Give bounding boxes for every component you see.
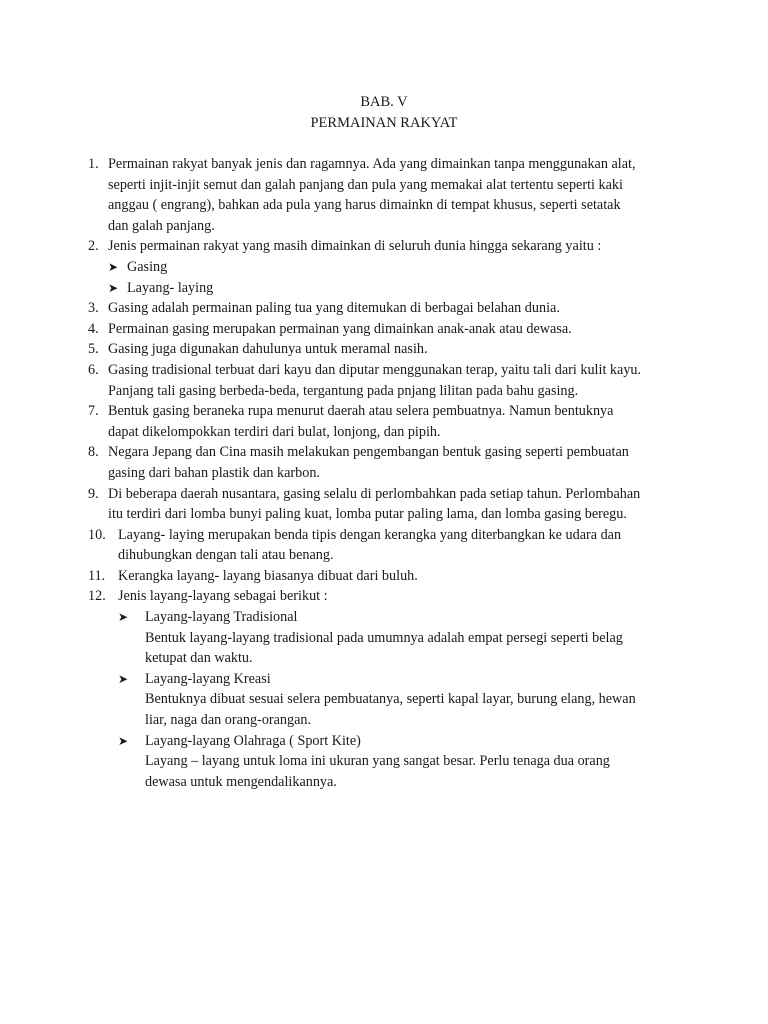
- item-number: 8.: [88, 444, 99, 461]
- item-number: 3.: [88, 300, 99, 317]
- kite-type-item: [118, 669, 680, 731]
- list-item: [0, 154, 768, 236]
- item-number: 4.: [88, 320, 99, 337]
- kite-type-description-line: Bentuknya dibuat sesuai selera pembuatanya, seperti kapal layar, burung elang, hewan: [145, 691, 636, 708]
- arrowhead-bullet-icon: ➤: [118, 671, 129, 686]
- item-number: 12.: [88, 588, 106, 605]
- list-item: [0, 339, 768, 360]
- item-text-line: itu terdiri dari lomba bunyi paling kuat, lomba putar paling lama, dan lomba gasing beregu.: [108, 506, 627, 523]
- chapter-subtitle: PERMAINAN RAKYAT: [310, 115, 458, 131]
- list-item: [0, 586, 768, 792]
- kite-type-item: [118, 731, 680, 793]
- item-text-line: Permainan gasing merupakan permainan yang dimainkan anak-anak atau dewasa.: [108, 320, 572, 337]
- list-item: [0, 298, 768, 319]
- item-number: 10.: [88, 526, 106, 543]
- kite-type-description-line: Layang – layang untuk loma ini ukuran yang sangat besar. Perlu tenaga dua orang: [145, 753, 610, 770]
- item-text-line: seperti injit-injit semut dan galah panjang dan pula yang memakai alat tertentu seperti kaki: [108, 176, 623, 193]
- item-text-line: Negara Jepang dan Cina masih melakukan pengembangan bentuk gasing seperti pembuatan: [108, 444, 629, 461]
- list-item: [0, 566, 768, 587]
- item-text-line: dan galah panjang.: [108, 217, 215, 234]
- kite-type-description-line: liar, naga dan orang-orangan.: [145, 712, 312, 729]
- kite-type-title: Layang-layang Olahraga ( Sport Kite): [145, 732, 361, 749]
- arrowhead-bullet-icon: ➤: [118, 733, 129, 748]
- numbered-list: [0, 154, 768, 792]
- kite-type-description-line: ketupat dan waktu.: [145, 650, 253, 667]
- item-text-line: dihubungkan dengan tali atau benang.: [118, 547, 334, 564]
- item-text-line: Gasing juga digunakan dahulunya untuk meramal nasih.: [108, 341, 428, 358]
- item-number: 2.: [88, 238, 99, 255]
- list-item: [0, 236, 768, 298]
- item-text-line: Di beberapa daerah nusantara, gasing selalu di perlombahkan pada setiap tahun. Perlombahan: [108, 485, 641, 502]
- list-item: [0, 442, 768, 483]
- item-text-line: Kerangka layang- layang biasanya dibuat dari buluh.: [118, 567, 418, 584]
- chapter-title: BAB. V: [360, 94, 408, 110]
- bullet-item: [108, 257, 680, 278]
- item-text-line: gasing dari bahan plastik dan karbon.: [108, 464, 320, 481]
- kite-type-title: Layang-layang Kreasi: [145, 670, 271, 687]
- item-text-line: anggau ( engrang), bahkan ada pula yang harus dimainkn di tempat khusus, seperti setatak: [108, 197, 621, 214]
- list-item: [0, 525, 768, 566]
- item-text-line: Gasing adalah permainan paling tua yang ditemukan di berbagai belahan dunia.: [108, 300, 560, 317]
- item-number: 11.: [88, 567, 106, 584]
- list-item: [0, 484, 768, 525]
- list-item: [0, 401, 768, 442]
- list-item: [0, 319, 768, 340]
- item-text-line: Jenis permainan rakyat yang masih dimainkan di seluruh dunia hingga sekarang yaitu :: [108, 238, 602, 255]
- item-number: 7.: [88, 403, 99, 420]
- list-item: [0, 360, 768, 401]
- item-text-line: Gasing tradisional terbuat dari kayu dan diputar menggunakan terap, yaitu tali dari kulit kayu.: [108, 361, 642, 378]
- item-text-line: Panjang tali gasing berbeda-beda, tergantung pada pnjang lilitan pada bahu gasing.: [108, 382, 579, 399]
- item-text-line: dapat dikelompokkan terdiri dari bulat, lonjong, dan pipih.: [108, 423, 441, 440]
- item-number: 9.: [88, 485, 99, 502]
- bullet-text: Gasing: [127, 258, 168, 275]
- kite-type-item: [118, 607, 680, 669]
- kite-type-title: Layang-layang Tradisional: [145, 609, 298, 626]
- arrowhead-bullet-icon: ➤: [108, 259, 119, 274]
- item-text-line: Bentuk gasing beraneka rupa menurut daerah atau selera pembuatnya. Namun bentuknya: [108, 403, 614, 420]
- item-text-line: Permainan rakyat banyak jenis dan ragamnya. Ada yang dimainkan tanpa menggunakan alat,: [108, 156, 636, 172]
- item-number: 5.: [88, 341, 99, 358]
- kite-type-description-line: dewasa untuk mengendalikannya.: [145, 773, 337, 790]
- arrowhead-bullet-icon: ➤: [118, 610, 129, 625]
- item-number: 1.: [88, 156, 99, 172]
- bullet-item: [108, 278, 680, 299]
- item-text-line: Jenis layang-layang sebagai berikut :: [118, 588, 328, 605]
- item-text-line: Layang- laying merupakan benda tipis dengan kerangka yang diterbangkan ke udara dan: [118, 526, 622, 543]
- bullet-text: Layang- laying: [127, 279, 214, 296]
- kite-type-description-line: Bentuk layang-layang tradisional pada umumnya adalah empat persegi seperti belag: [145, 629, 623, 646]
- item-number: 6.: [88, 361, 99, 378]
- arrowhead-bullet-icon: ➤: [108, 280, 119, 295]
